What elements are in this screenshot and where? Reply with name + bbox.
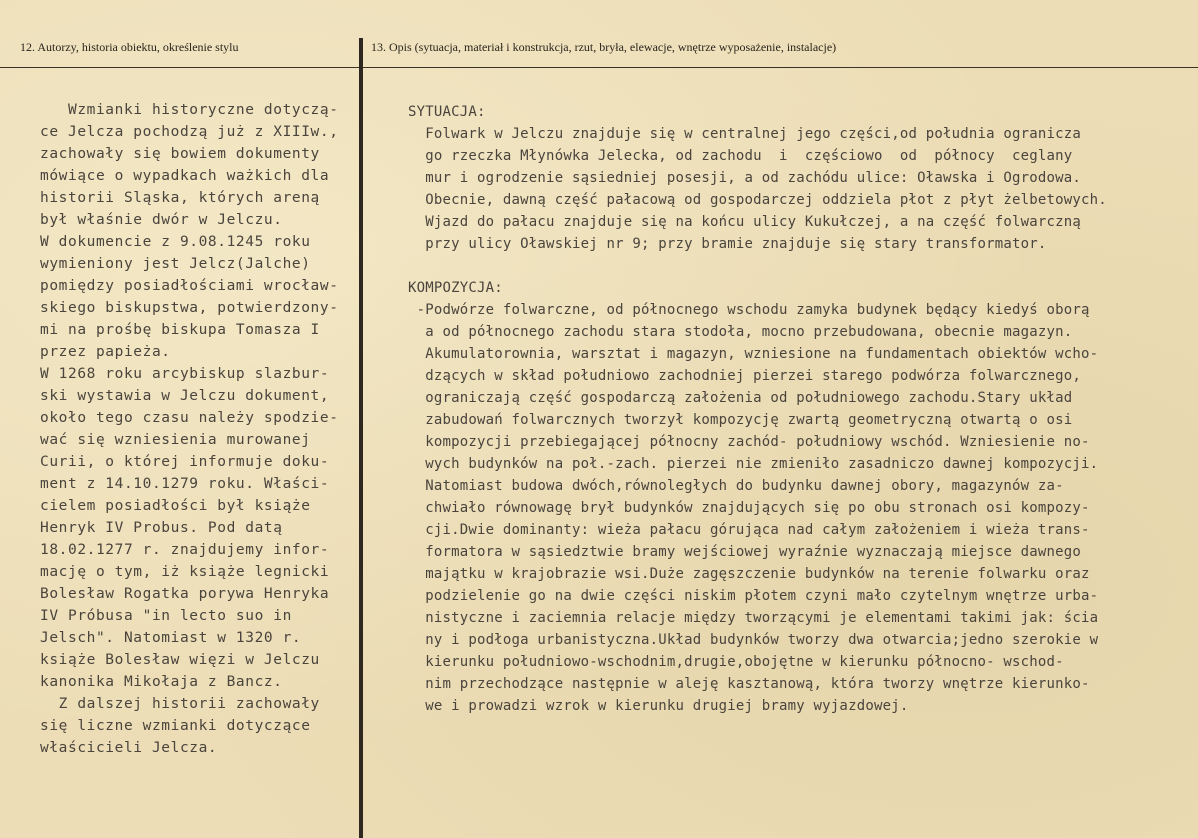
history-text-line: ski wystawia w Jelczu dokument, [40, 388, 330, 404]
history-text-line: przez papieża. [40, 344, 171, 360]
history-text-line: historii Sląska, których areną [40, 190, 320, 206]
description-text-line: cji.Dwie dominanty: wieża pałacu górująca nad całym założeniem i wieża trans- [408, 522, 1090, 538]
history-text-line: Z dalszej historii zachowały [40, 696, 320, 712]
description-text-line: podzielenie go na dwie części niskim płotem czyni mało czytelnym wnętrze urba- [408, 588, 1099, 604]
history-text-line: W dokumencie z 9.08.1245 roku [40, 234, 311, 250]
description-text-column [408, 101, 1196, 717]
history-text-line: kanonika Mikołaja z Bancz. [40, 674, 283, 690]
description-text-line: Folwark w Jelczu znajduje się w centralnej jego części,od południa ogranicza [408, 126, 1082, 142]
history-text-line: IV Próbusa "in lecto suo in [40, 608, 292, 624]
section-13-header: 13. Opis (sytuacja, materiał i konstrukcja, rzut, bryła, elewacje, wnętrze wyposażenie, instalacje) [371, 40, 837, 54]
description-text-line: mur i ogrodzenie sąsiedniej posesji, a od zachódu ulice: Oławska i Ogrodowa. [408, 170, 1082, 186]
description-text-line: SYTUACJA: [408, 104, 486, 120]
description-text-line: dzących w skład południowo zachodniej pierzei starego podwórza folwarcznego, [408, 368, 1082, 384]
history-text-line: był właśnie dwór w Jelczu. [40, 212, 283, 228]
history-text-line: 18.02.1277 r. znajdujemy infor- [40, 542, 330, 558]
section-12-header: 12. Autorzy, historia obiektu, określenie stylu [20, 40, 239, 54]
history-text-line: książe Bolesław więzi w Jelczu [40, 652, 320, 668]
description-text-line: nistyczne i zaciemnia relacje między tworzącymi je elementami takimi jak: ścia [408, 610, 1099, 626]
description-text-line: zabudowań folwarcznych tworzył kompozycję zwartą geometryczną otwartą o osi [408, 412, 1073, 428]
column-divider [359, 38, 363, 838]
description-text-line: Wjazd do pałacu znajduje się na końcu ulicy Kukułczej, a na część folwarczną [408, 214, 1082, 230]
history-text-line: Henryk IV Probus. Pod datą [40, 520, 283, 536]
history-text-line: Jelsch". Natomiast w 1320 r. [40, 630, 302, 646]
history-text-line: Curii, o której informuje doku- [40, 454, 330, 470]
history-text-column [40, 99, 350, 759]
history-text-line: około tego czasu należy spodzie- [40, 410, 339, 426]
history-text-line: zachowały się bowiem dokumenty [40, 146, 320, 162]
history-text-line: skiego biskupstwa, potwierdzony- [40, 300, 339, 316]
history-text-line: wać się wzniesienia murowanej [40, 432, 311, 448]
history-text-line: właścicieli Jelcza. [40, 740, 218, 756]
description-text-line: wych budynków na poł.-zach. pierzei nie zmieniło zasadniczo dawnej kompozycji. [408, 456, 1099, 472]
history-text-line: Bolesław Rogatka porywa Henryka [40, 586, 330, 602]
history-text-line: ce Jelcza pochodzą już z XIIIw., [40, 124, 339, 140]
description-text-line: ny i podłoga urbanistyczna.Układ budynków tworzy dwa otwarcia;jedno szerokie w [408, 632, 1099, 648]
description-text-line: a od północnego zachodu stara stodoła, mocno przebudowana, obecnie magazyn. [408, 324, 1073, 340]
history-text-line: ment z 14.10.1279 roku. Właści- [40, 476, 330, 492]
history-text-line: cielem posiadłości był książe [40, 498, 311, 514]
history-text-line: wymieniony jest Jelcz(Jalche) [40, 256, 311, 272]
history-text-line: mi na prośbę biskupa Tomasza I [40, 322, 320, 338]
description-text-line: we i prowadzi wzrok w kierunku drugiej bramy wyjazdowej. [408, 698, 909, 714]
description-text-line: przy ulicy Oławskiej nr 9; przy bramie znajduje się stary transformator. [408, 236, 1047, 252]
description-text-line: majątku w krajobrazie wsi.Duże zagęszczenie budynków na terenie folwarku oraz [408, 566, 1090, 582]
history-text-line: mówiące o wypadkach ważkich dla [40, 168, 330, 184]
description-text-line [408, 255, 1196, 277]
description-text-line: formatora w sąsiedztwie bramy wejściowej wyraźnie wyznaczają miejsce dawnego [408, 544, 1082, 560]
description-text-line: Natomiast budowa dwóch,równoległych do budynku dawnej obory, magazynów za- [408, 478, 1064, 494]
description-text-line: kierunku południowo-wschodnim,drugie,obojętne w kierunku północno- wschod- [408, 654, 1064, 670]
history-text-line: Wzmianki historyczne dotyczą- [40, 102, 339, 118]
description-text-line: nim przechodzące następnie w aleję kasztanową, która tworzy wnętrze kierunko- [408, 676, 1090, 692]
description-text-line: ograniczają część gospodarczą założenia od południowego zachodu.Stary układ [408, 390, 1073, 406]
history-text-line: mację o tym, iż książe legnicki [40, 564, 330, 580]
description-text-line: kompozycji przebiegającej północny zachód- południowy wschód. Wzniesienie no- [408, 434, 1090, 450]
description-text-line: Akumulatorownia, warsztat i magazyn, wzniesione na fundamentach obiektów wcho- [408, 346, 1099, 362]
history-text-line: W 1268 roku arcybiskup slazbur- [40, 366, 330, 382]
history-text-line: pomiędzy posiadłościami wrocław- [40, 278, 339, 294]
description-text-line: go rzeczka Młynówka Jelecka, od zachodu i częściowo od północy ceglany [408, 148, 1073, 164]
description-text-line: Obecnie, dawną część pałacową od gospodarczej oddziela płot z płyt żelbetowych. [408, 192, 1107, 208]
history-text-line: się liczne wzmianki dotyczące [40, 718, 311, 734]
description-text-line: chwiało równowagę brył budynków znajdujących się po obu stronach osi kompozy- [408, 500, 1090, 516]
description-text-line: -Podwórze folwarczne, od północnego wschodu zamyka budynek będący kiedyś oborą [408, 302, 1090, 318]
description-text-line: KOMPOZYCJA: [408, 280, 503, 296]
header-divider [0, 67, 1198, 68]
